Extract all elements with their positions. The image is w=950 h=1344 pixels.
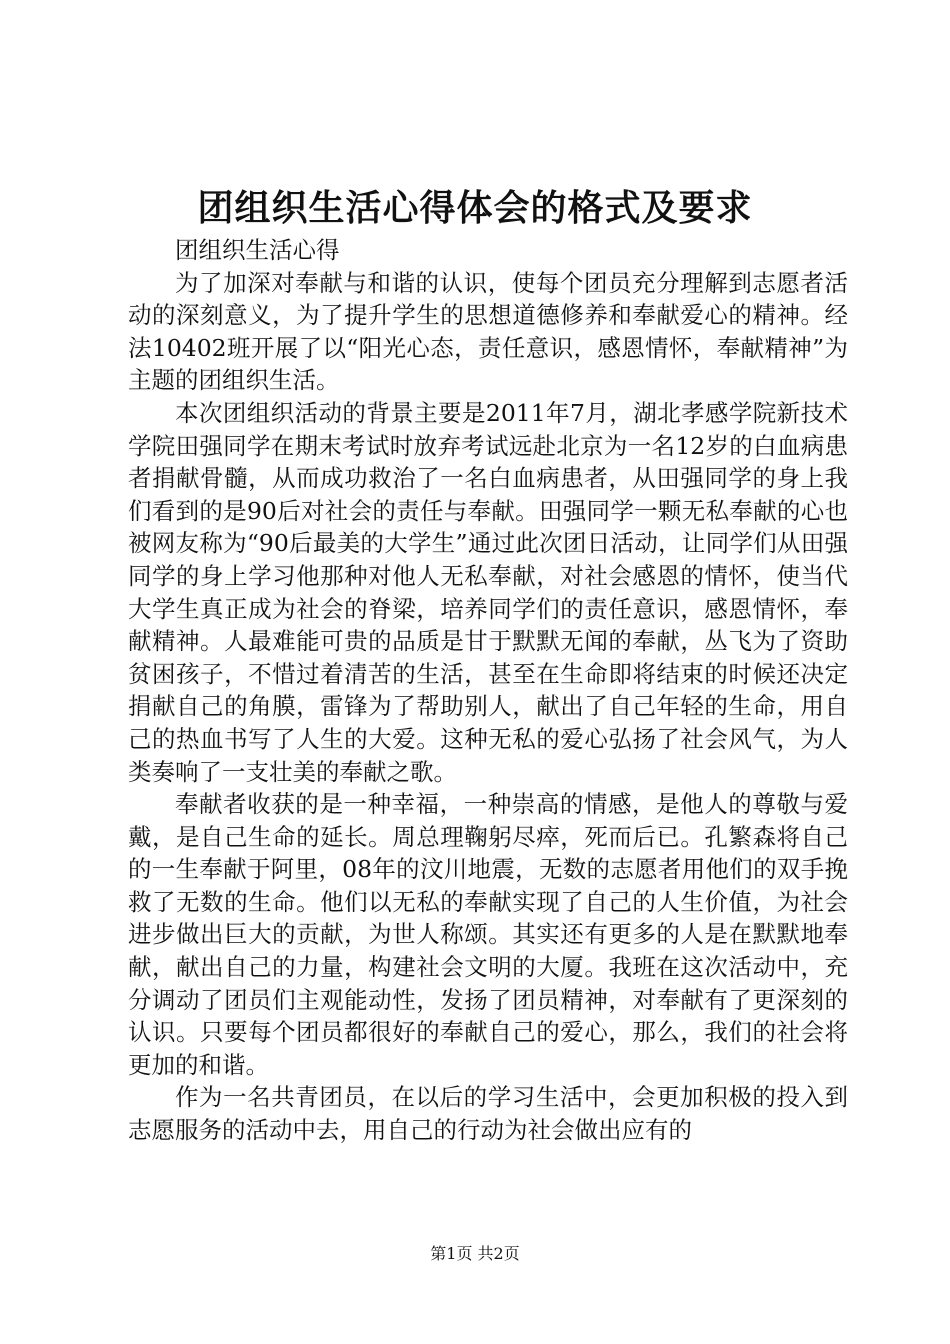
paragraph: 本次团组织活动的背景主要是2011年7月，湖北孝感学院新技术学院田强同学在期末考试时放弃考试远赴北京为一名12岁的白血病患者捐献骨髓，从而成功救治了一名白血病患者，从田强同学的身上我们看到的是90后对社会的责任与奉献。田强同学一颗无私奉献的心也被网友称为“90后最美的大学生”通过此次团日活动，让同学们从田强同学的身上学习他那种对他人无私奉献，对社会感恩的情怀，使当代大学生真正成为社会的脊梁，培养同学们的责任意识，感恩情怀，奉献精神。人最难能可贵的品质是甘于默默无闻的奉献，丛飞为了资助贫困孩子，不惜过着清苦的生活，甚至在生命即将结束的时候还决定捐献自己的角膜，雷锋为了帮助别人，献出了自己年轻的生命，用自己的热血书写了人生的大爱。这种无私的爱心弘扬了社会风气，为人类奏响了一支壮美的奉献之歌。 [128,398,848,786]
paragraph: 奉献者收获的是一种幸福，一种崇高的情感，是他人的尊敬与爱戴，是自己生命的延长。周总理鞠躬尽瘁，死而后已。孔繁森将自己的一生奉献于阿里，08年的汶川地震，无数的志愿者用他们的双手挽救了无数的生命。他们以无私的奉献实现了自己的人生价值，为社会进步做出巨大的贡献，为世人称颂。其实还有更多的人是在默默地奉献，献出自己的力量，构建社会文明的大厦。我班在这次活动中，充分调动了团员们主观能动性，发扬了团员精神，对奉献有了更深刻的认识。只要每个团员都很好的奉献自己的爱心，那么，我们的社会将更加的和谐。 [128,790,848,1079]
paragraph: 作为一名共青团员，在以后的学习生活中，会更加积极的投入到志愿服务的活动中去，用自己的行动为社会做出应有的 [128,1083,848,1145]
paragraph-subtitle: 团组织生活心得 [175,236,340,264]
paragraph: 为了加深对奉献与和谐的认识，使每个团员充分理解到志愿者活动的深刻意义，为了提升学生的思想道德修养和奉献爱心的精神。经法10402班开展了以“阳光心态，责任意识，感恩情怀，奉献精神”为主题的团组织生活。 [128,268,848,395]
document-title: 团组织生活心得体会的格式及要求 [197,187,753,229]
page-footer: 第1页 共2页 [430,1244,520,1263]
document-body [128,234,848,1147]
